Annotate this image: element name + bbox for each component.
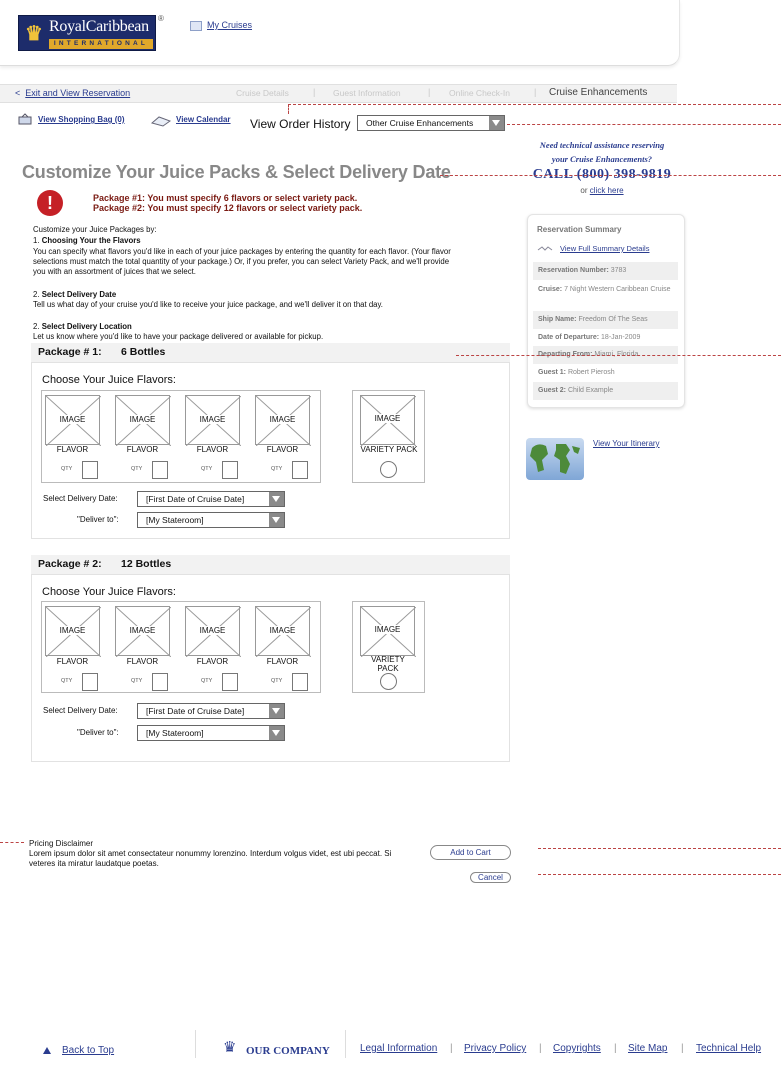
summary-value: Robert Pierosh	[567, 369, 615, 376]
summary-label: Cruise:	[538, 286, 563, 293]
error-message-package-1: Package #1: You must specify 6 flavors or select variety pack.	[93, 193, 358, 203]
step-3-text: Let us know where you'd like to have your package delivered or available for pickup.	[33, 332, 324, 341]
footer-separator: |	[681, 1043, 684, 1054]
footer-separator: |	[614, 1043, 617, 1054]
package-1-header	[31, 343, 510, 362]
exit-reservation-link[interactable]	[15, 88, 130, 98]
flavor-qty-input[interactable]	[222, 461, 238, 479]
qty-label: QTY	[271, 466, 283, 472]
qty-label: QTY	[271, 678, 283, 684]
annotation-line	[0, 842, 24, 843]
flavor-image	[185, 395, 240, 445]
step-3-number: 2.	[33, 322, 40, 331]
package-1-delivery-date-select[interactable]	[137, 491, 285, 507]
flavor-qty-input[interactable]	[292, 673, 308, 691]
view-shopping-bag-link[interactable]: View Shopping Bag (0)	[38, 115, 125, 124]
nav-separator: |	[428, 87, 431, 97]
annotation-line	[538, 848, 781, 849]
qty-label: QTY	[131, 678, 143, 684]
package-2-header	[31, 555, 510, 574]
view-full-summary-link[interactable]: View Full Summary Details	[560, 244, 650, 253]
technical-assistance-text	[522, 138, 682, 166]
reservation-summary-title: Reservation Summary	[537, 225, 622, 234]
summary-label: Reservation Number:	[538, 267, 609, 274]
flavor-image	[45, 395, 100, 445]
summary-label: Guest 2:	[538, 387, 567, 394]
image-placeholder-label: IMAGE	[186, 415, 239, 424]
pricing-disclaimer-title: Pricing Disclaimer	[29, 839, 94, 848]
site-map-link[interactable]: Site Map	[628, 1043, 668, 1054]
footer-separator: |	[539, 1043, 542, 1054]
tab-online-check-in[interactable]: Online Check-In	[449, 88, 510, 98]
add-to-cart-button[interactable]: Add to Cart	[430, 845, 511, 860]
cancel-button[interactable]: Cancel	[470, 872, 511, 883]
flavor-image	[115, 606, 170, 656]
summary-row-guest-1	[533, 364, 678, 382]
package-2-size: 12 Bottles	[121, 558, 172, 570]
variety-pack-label: VARIETY PACK	[371, 655, 405, 673]
flavor-label: FLAVOR	[56, 657, 89, 666]
step-2-text: Tell us what day of your cruise you'd like to receive your juice package, and we'll deliver it on that day.	[33, 300, 383, 309]
step-1-number: 1.	[33, 236, 40, 245]
flavor-label: FLAVOR	[56, 445, 89, 454]
legal-information-link[interactable]: Legal Information	[360, 1043, 438, 1054]
variety-pack-radio[interactable]	[380, 673, 397, 690]
step-1-title: Choosing Your the Flavors	[41, 236, 141, 245]
flavor-label: FLAVOR	[196, 657, 229, 666]
technical-help-link[interactable]: Technical Help	[696, 1043, 762, 1054]
flavor-label: FLAVOR	[266, 445, 299, 454]
flavor-qty-input[interactable]	[152, 461, 168, 479]
my-cruises-link[interactable]: My Cruises	[207, 20, 253, 30]
deliver-to-label: "Deliver to":	[77, 515, 119, 524]
crown-anchor-icon: ♛	[25, 21, 43, 45]
back-to-top-link[interactable]: Back to Top	[62, 1045, 115, 1056]
qty-label: QTY	[201, 466, 213, 472]
summary-label: Guest 1:	[538, 369, 567, 376]
view-calendar-link[interactable]: View Calendar	[176, 115, 231, 124]
error-message-package-2: Package #2: You must specify 12 flavors or select variety pack.	[93, 203, 363, 213]
error-icon: !	[37, 190, 63, 216]
flavor-image	[115, 395, 170, 445]
logo-name: RoyalCaribbean	[49, 18, 149, 35]
tab-cruise-details[interactable]: Cruise Details	[236, 88, 289, 98]
privacy-policy-link[interactable]: Privacy Policy	[464, 1043, 527, 1054]
image-placeholder-label: IMAGE	[361, 625, 414, 634]
flavor-qty-input[interactable]	[82, 461, 98, 479]
summary-label: Ship Name:	[538, 316, 577, 323]
image-placeholder-label: IMAGE	[186, 626, 239, 635]
summary-value: Child Example	[567, 387, 614, 394]
deliver-to-label: "Deliver to":	[77, 728, 119, 737]
delivery-date-value: [First Date of Cruise Date]	[146, 494, 245, 504]
variety-pack-label: VARIETY PACK	[360, 445, 418, 454]
image-placeholder-label: IMAGE	[46, 626, 99, 635]
crown-anchor-icon: ♛	[223, 1038, 237, 1056]
footer-separator: |	[450, 1043, 453, 1054]
annotation-line	[440, 175, 781, 176]
delivery-date-label: Select Delivery Date:	[43, 494, 118, 503]
package-2-choose-label: Choose Your Juice Flavors:	[42, 586, 176, 598]
deliver-to-value: [My Stateroom]	[146, 515, 204, 525]
delivery-date-label: Select Delivery Date:	[43, 706, 118, 715]
my-cruises-icon[interactable]	[190, 21, 202, 31]
flavor-label: FLAVOR	[126, 657, 159, 666]
intro-text: Customize your Juice Packages by:	[33, 225, 157, 234]
flavor-qty-input[interactable]	[152, 673, 168, 691]
flavor-image	[45, 606, 100, 656]
nav-separator: |	[313, 87, 316, 97]
step-2-heading	[33, 290, 473, 300]
view-order-history[interactable]: View Order History	[250, 117, 351, 131]
deliver-to-value: [My Stateroom]	[146, 728, 204, 738]
annotation-line	[288, 104, 289, 114]
step-1-heading	[33, 236, 473, 246]
logo-subtitle: INTERNATIONAL	[49, 39, 153, 49]
dropdown-arrow-icon	[269, 513, 284, 527]
annotation-line	[456, 355, 781, 356]
delivery-date-value: [First Date of Cruise Date]	[146, 706, 245, 716]
shopping-bag-icon[interactable]	[18, 113, 32, 125]
flavor-label: FLAVOR	[196, 445, 229, 454]
tab-guest-information[interactable]: Guest Information	[333, 88, 401, 98]
summary-value: Freedom Of The Seas	[578, 316, 648, 323]
flavor-qty-input[interactable]	[222, 673, 238, 691]
image-placeholder-label: IMAGE	[256, 626, 309, 635]
glasses-icon	[537, 244, 553, 254]
annotation-line	[538, 874, 781, 875]
summary-row-departure-date	[533, 329, 678, 347]
package-2-delivery-date-select[interactable]	[137, 703, 285, 719]
step-3-heading	[33, 322, 473, 332]
summary-value: 7 Night Western Caribbean Cruise	[564, 286, 671, 293]
click-here-link[interactable]: click here	[589, 186, 624, 195]
royal-caribbean-logo[interactable]	[18, 15, 156, 51]
calendar-icon[interactable]	[151, 115, 171, 127]
qty-label: QTY	[201, 678, 213, 684]
image-placeholder-label: IMAGE	[116, 626, 169, 635]
assist-line-1: Need technical assistance reserving	[539, 140, 665, 150]
pricing-disclaimer	[29, 839, 429, 869]
image-placeholder-label: IMAGE	[116, 415, 169, 424]
summary-row-reservation-number	[533, 262, 678, 280]
step-3-title: Select Delivery Location	[41, 322, 132, 331]
qty-label: QTY	[131, 466, 143, 472]
back-arrow-icon: <	[15, 88, 21, 98]
copyrights-link[interactable]: Copyrights	[553, 1043, 601, 1054]
footer-divider	[195, 1030, 196, 1058]
package-2-label: Package # 2:	[38, 558, 102, 570]
summary-label: Departing From:	[538, 351, 593, 358]
tab-cruise-enhancements[interactable]: Cruise Enhancements	[549, 87, 648, 98]
dropdown-arrow-icon	[489, 116, 504, 130]
flavor-label: FLAVOR	[126, 445, 159, 454]
view-itinerary-link[interactable]: View Your Itinerary	[593, 439, 660, 448]
dropdown-arrow-icon	[269, 704, 284, 718]
footer-divider	[345, 1030, 346, 1058]
qty-label: QTY	[61, 678, 73, 684]
variety-pack-image	[360, 606, 415, 656]
page-title: Customize Your Juice Packs & Select Delivery Date	[22, 162, 451, 182]
click-here-line	[522, 186, 682, 195]
image-placeholder-label: IMAGE	[256, 415, 309, 424]
step-2-number: 2.	[33, 290, 40, 299]
exit-reservation-label: Exit and View Reservation	[25, 88, 131, 98]
flavor-image	[255, 395, 310, 445]
our-company-logo[interactable]: OUR COMPANY	[246, 1045, 330, 1057]
summary-row-guest-2	[533, 382, 678, 400]
variety-pack-image	[360, 395, 415, 445]
step-1-text: You can specify what flavors you'd like in each of your juice packages by entering the quantity for each flavor. (Your flavor selections must match the total quantity of your package.) Or, if you prefer, you can select Variety Pack, and we'll provide you with an assortment of juices that we select.	[33, 247, 451, 276]
package-1-choose-label: Choose Your Juice Flavors:	[42, 374, 176, 386]
flavor-image	[185, 606, 240, 656]
summary-row-cruise	[533, 281, 678, 299]
variety-pack-radio[interactable]	[380, 461, 397, 478]
package-1-label: Package # 1:	[38, 346, 102, 358]
nav-separator: |	[534, 87, 537, 97]
other-enhancements-select[interactable]	[357, 115, 505, 131]
flavor-qty-input[interactable]	[82, 673, 98, 691]
summary-value: 18-Jan-2009	[601, 334, 641, 341]
image-placeholder-label: IMAGE	[46, 415, 99, 424]
package-1-size: 6 Bottles	[121, 346, 166, 358]
summary-label: Date of Departure:	[538, 334, 600, 341]
dropdown-arrow-icon	[269, 726, 284, 740]
dropdown-arrow-icon	[269, 492, 284, 506]
registered-mark: ®	[158, 14, 164, 23]
flavor-label: FLAVOR	[266, 657, 299, 666]
summary-row-ship-name	[533, 311, 678, 329]
phone-number: CALL (800) 398-9819	[532, 167, 672, 182]
package-2-deliver-to-select[interactable]	[137, 725, 285, 741]
up-arrow-icon[interactable]	[43, 1047, 51, 1054]
world-map-icon[interactable]	[526, 438, 584, 480]
summary-value: Miami, Florida	[594, 351, 639, 358]
other-enhancements-value: Other Cruise Enhancements	[366, 118, 474, 128]
flavor-image	[255, 606, 310, 656]
qty-label: QTY	[61, 466, 73, 472]
or-text: or	[580, 186, 588, 195]
image-placeholder-label: IMAGE	[361, 414, 414, 423]
step-2-title: Select Delivery Date	[41, 290, 117, 299]
annotation-line	[507, 124, 781, 125]
package-1-deliver-to-select[interactable]	[137, 512, 285, 528]
annotation-line	[288, 104, 781, 105]
flavor-qty-input[interactable]	[292, 461, 308, 479]
pricing-disclaimer-text: Lorem ipsum dolor sit amet consectateur nonummy lorenzino. Interdum volgus videt, est ubi peccat. Si veteres ita miratur laudatque poetas.	[29, 849, 392, 868]
assist-line-2: your Cruise Enhancements?	[551, 154, 653, 164]
summary-value: 3783	[610, 267, 627, 274]
